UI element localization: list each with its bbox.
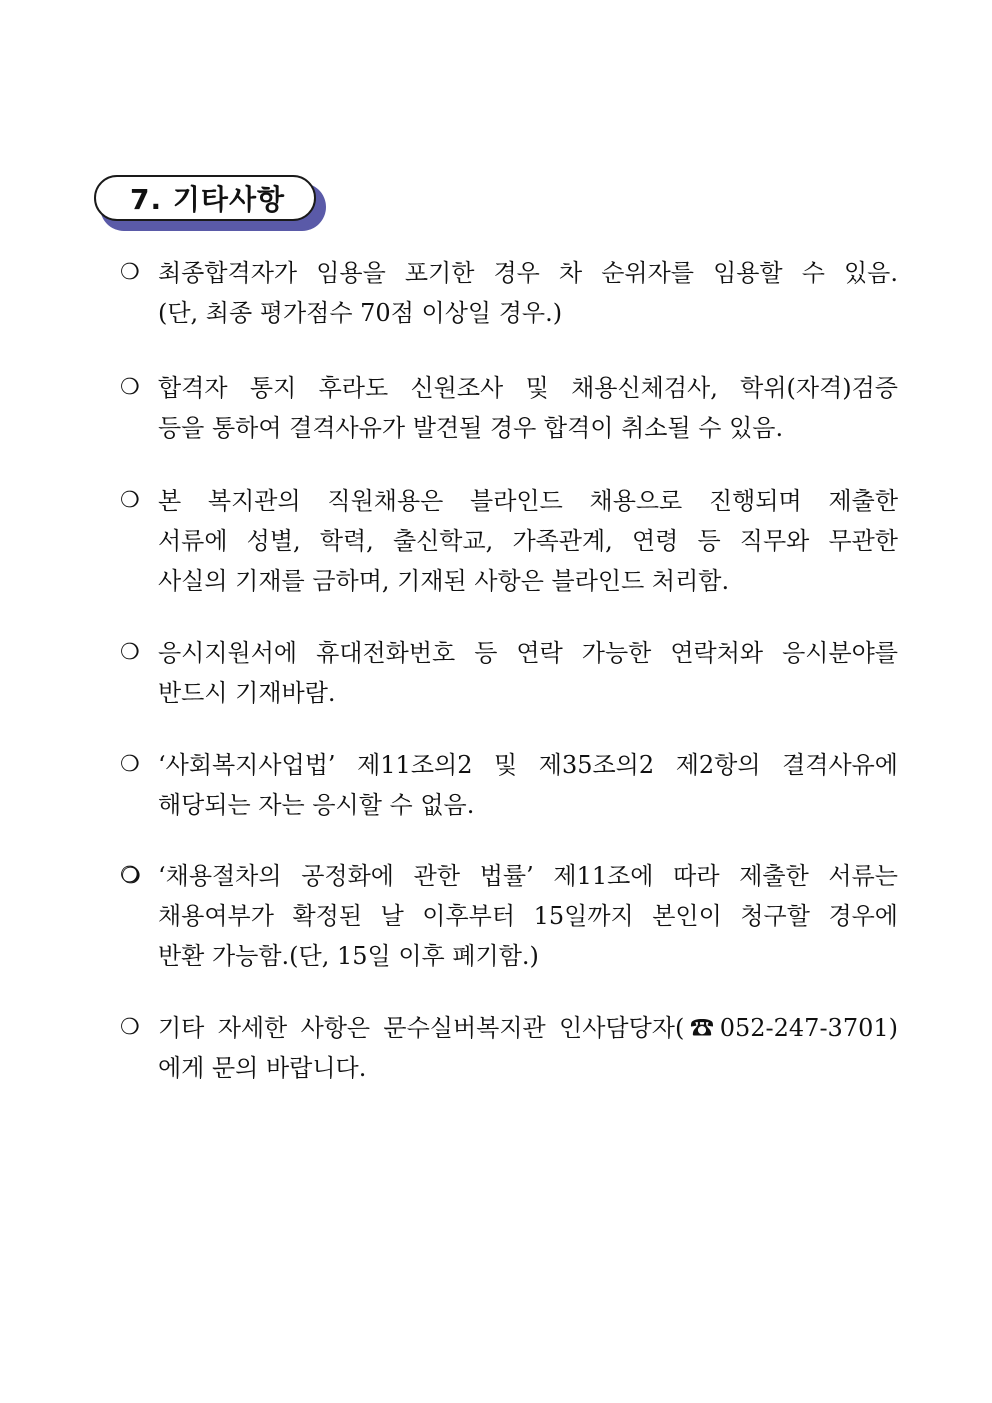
- item-line: ‘사회복지사업법’ 제11조의2 및 제35조의2 제2항의 결격사유에: [158, 751, 898, 779]
- item-line: ‘채용절차의 공정화에 관한 법률’ 제11조에 따라 제출한 서류는: [158, 862, 898, 890]
- circle-bullet-icon: ❍: [120, 752, 140, 777]
- item-line: (단, 최종 평가점수 70점 이상일 경우.): [158, 299, 563, 327]
- circle-bullet-icon: ❍: [120, 640, 140, 665]
- section-heading: [94, 175, 326, 231]
- circle-bullet-icon: ❍: [120, 1015, 140, 1040]
- item-line: 등을 통하여 결격사유가 발견될 경우 합격이 취소될 수 있음.: [158, 414, 784, 442]
- item-line: 반환 가능함.(단, 15일 이후 폐기함.): [158, 942, 539, 970]
- section-title: 7. 기타사항: [130, 183, 286, 216]
- circle-bullet-icon: ❍: [120, 260, 140, 285]
- item-line: 합격자 통지 후라도 신원조사 및 채용신체검사, 학위(자격)검증: [158, 374, 898, 402]
- item-line: 최종합격자가 임용을 포기한 경우 차 순위자를 임용할 수 있음.: [158, 259, 898, 287]
- circle-bullet-icon: ❍: [120, 488, 140, 513]
- item-line: 해당되는 자는 응시할 수 없음.: [158, 791, 475, 819]
- item-line: 본 복지관의 직원채용은 블라인드 채용으로 진행되며 제출한: [158, 487, 898, 515]
- heading-pill: [94, 175, 316, 221]
- item-line: 기타 자세한 사항은 문수실버복지관 인사담당자(☎052-247-3701): [158, 1014, 898, 1042]
- circle-bullet-icon: ❍: [120, 375, 140, 400]
- circle-bullet-icon: ❍: [120, 863, 140, 888]
- item-line: 사실의 기재를 금하며, 기재된 사항은 블라인드 처리함.: [158, 567, 730, 595]
- item-line: 서류에 성별, 학력, 출신학교, 가족관계, 연령 등 직무와 무관한: [158, 527, 898, 555]
- item-line: 채용여부가 확정된 날 이후부터 15일까지 본인이 청구할 경우에: [158, 902, 898, 930]
- item-line: 에게 문의 바랍니다.: [158, 1054, 367, 1082]
- item-line: 응시지원서에 휴대전화번호 등 연락 가능한 연락처와 응시분야를: [158, 639, 898, 667]
- item-line: 반드시 기재바람.: [158, 679, 336, 707]
